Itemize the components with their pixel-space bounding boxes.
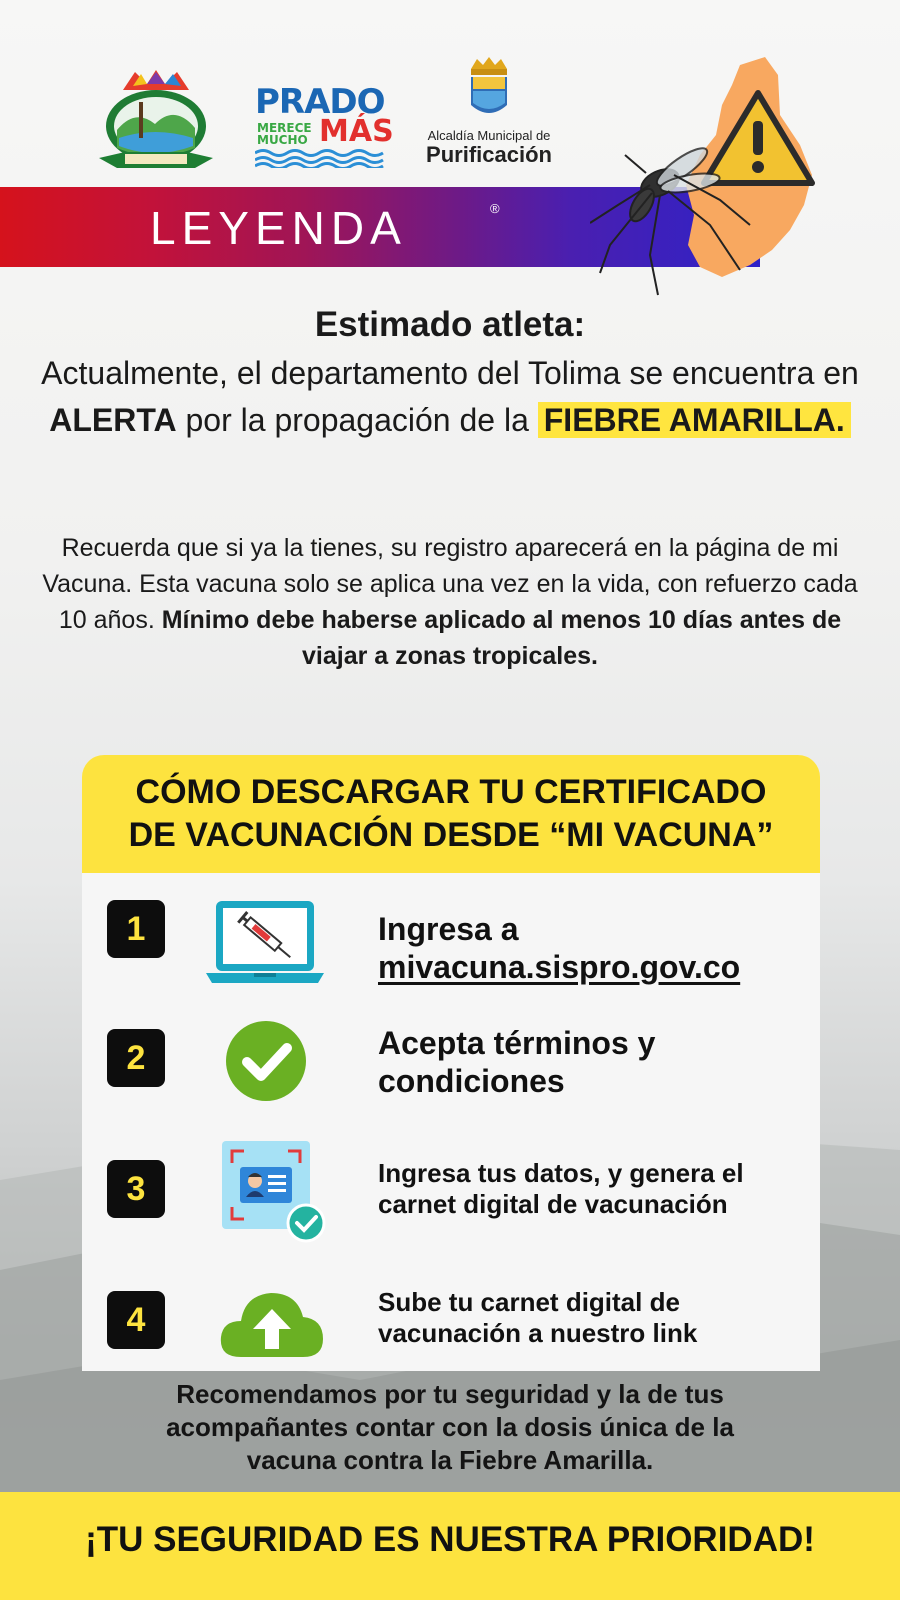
prado-logo-merece: MERECE MUCHO (257, 121, 312, 147)
step-1-text (378, 910, 740, 986)
step-3-line1: Ingresa tus datos, y genera el (378, 1158, 744, 1188)
waves-icon (255, 148, 385, 168)
alcaldia-line2: Purificación (426, 142, 552, 167)
step-2-text (378, 1024, 655, 1100)
vaccine-note (40, 530, 860, 674)
laptop-syringe-icon (206, 899, 324, 987)
step-3-line2: carnet digital de vacunación (378, 1189, 728, 1219)
alcaldia-line1: Alcaldía Municipal de (427, 128, 551, 143)
download-certificate-card (82, 755, 820, 1371)
prado-logo-word: PRADO (255, 82, 385, 122)
vaccine-note-bold: Mínimo debe haberse aplicado al menos 10 días antes de viajar a zonas tropicales. (161, 606, 842, 670)
step-2-number: 2 (107, 1029, 165, 1087)
greeting-heading: Estimado atleta: (314, 305, 586, 344)
step-3-text (378, 1158, 744, 1220)
step-2-line1: Acepta términos y (378, 1025, 656, 1061)
fiebre-amarilla-highlight: FIEBRE AMARILLA. (538, 402, 851, 438)
card-title-line2: DE VACUNACIÓN DESDE “MI VACUNA” (128, 816, 774, 854)
card-header (82, 755, 820, 873)
recommendation-line3: vacuna contra la Fiebre Amarilla. (246, 1445, 654, 1475)
id-card-check-icon (222, 1141, 326, 1243)
alcaldia-logo (414, 55, 564, 170)
banner-word: LEYENDA (150, 202, 407, 254)
recommendation-line1: Recomendamos por tu seguridad y la de tus (176, 1379, 724, 1409)
alert-paragraph (40, 350, 860, 444)
prado-logo-mas: MÁS (319, 114, 394, 149)
alert-word: ALERTA (49, 402, 177, 438)
registered-mark: ® (490, 201, 500, 216)
municipal-shield-logo (95, 68, 217, 174)
recommendation-line2: acompañantes contar con la dosis única de la (166, 1412, 734, 1442)
step-2-line2: condiciones (378, 1063, 565, 1099)
tolima-map-warning-mosquito-illustration (590, 55, 830, 300)
step-3-number: 3 (107, 1160, 165, 1218)
crest-icon (463, 55, 515, 127)
step-4-text (378, 1287, 697, 1349)
check-circle-icon (225, 1020, 307, 1102)
cloud-upload-icon (219, 1283, 325, 1359)
mivacuna-link[interactable]: mivacuna.sispro.gov.co (378, 949, 741, 985)
vaccine-note-regular: Recuerda que si ya la tienes, su registro aparecerá en la página de mi Vacuna. Esta vacuna solo se aplica una vez en la vida, con refuerzo cada 10 años. (42, 534, 858, 634)
card-title-line1: CÓMO DESCARGAR TU CERTIFICADO (135, 773, 767, 811)
alert-text-part1: Actualmente, el departamento del Tolima se encuentra en (41, 355, 859, 391)
step-4-line2: vacunación a nuestro link (378, 1318, 698, 1348)
footer-banner (0, 1492, 900, 1600)
step-1-number: 1 (107, 900, 165, 958)
alert-text-part2: por la propagación de la (176, 402, 538, 438)
recommendation-text (60, 1378, 840, 1477)
step-4-line1: Sube tu carnet digital de (378, 1287, 680, 1317)
footer-slogan: ¡TU SEGURIDAD ES NUESTRA PRIORIDAD! (85, 1520, 815, 1559)
step-4-number: 4 (107, 1291, 165, 1349)
prado-logo (255, 70, 395, 170)
step-1-label: Ingresa a (378, 911, 519, 947)
card-title (92, 771, 810, 857)
